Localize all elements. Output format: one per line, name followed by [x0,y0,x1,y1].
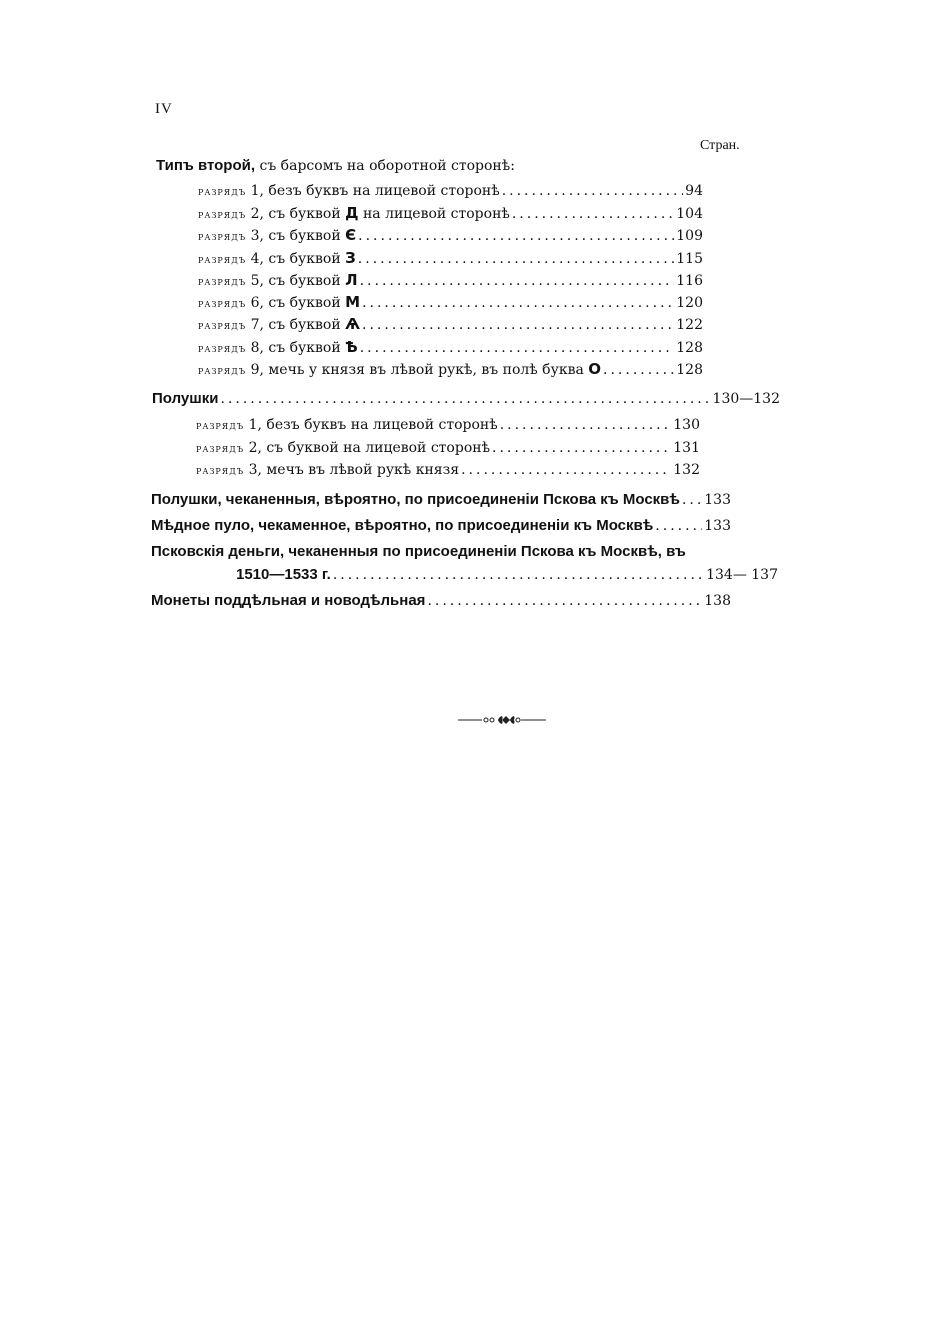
page-number: IV [155,101,173,117]
rank-label: разрядъ [198,318,247,332]
entry-text: 9, мечь у князя въ лѣвой рукѣ, въ полѣ буква [250,362,584,378]
toc-section [151,592,731,610]
entry-text: 1, безъ буквъ на лицевой сторонѣ [248,417,498,433]
entry-page: 120 [676,295,703,311]
section-page: 133 [704,518,731,534]
entry-letter: Ѧ [345,315,361,333]
section-title: Мѣдное пуло, чекаменное, вѣроятно, по присоединенiи къ Москвѣ [151,517,654,534]
toc-entry [198,182,703,200]
rank-label: разрядъ [198,252,247,266]
entry-letter: Є [345,226,357,244]
entry-text: 3, съ буквой [250,228,341,244]
leader-dots [358,250,674,268]
rank-label: разрядъ [196,418,245,432]
entry-tail: на лицевой сторонѣ [362,206,510,222]
polushki-pages: 130—132 [712,391,780,407]
leader-dots [427,592,702,610]
toc-entry [198,271,703,290]
entry-text: 4, съ буквой [250,251,341,267]
entry-letter: Л [345,271,358,289]
toc-entry [198,293,703,312]
rank-label: разрядъ [198,296,247,310]
toc-entry [198,226,703,245]
entry-text: 2, съ буквой на лицевой сторонѣ [248,440,491,456]
leader-dots [358,227,674,245]
entry-page: 128 [676,340,703,356]
toc-section [151,491,731,509]
entry-text: 5, съ буквой [250,273,341,289]
leader-dots [500,416,672,434]
polushki-heading [152,390,780,408]
entry-text: 3, мечъ въ лѣвой рукѣ князя [248,462,460,478]
rank-label: разрядъ [198,207,247,221]
entry-letter: Д [345,204,359,222]
entry-text: 8, съ буквой [250,340,341,356]
section-page: 134— 137 [706,567,778,583]
type-two-title: Типъ второй, [156,157,256,174]
leader-dots [655,517,702,535]
leader-dots [220,390,710,408]
entry-page: 94 [685,183,703,199]
leader-dots [461,461,671,479]
entry-text: 6, съ буквой [250,295,341,311]
toc-entry [196,416,700,434]
entry-page: 122 [676,317,703,333]
leader-dots [502,182,683,200]
type-two-subtitle: съ барсомъ на оборотной сторонѣ: [259,158,515,174]
rank-label: разрядъ [198,229,247,243]
toc-entry [198,360,703,379]
entry-text: 1, безъ буквъ на лицевой сторонѣ [250,183,500,199]
entry-letter: М [345,293,361,311]
toc-section [236,566,778,584]
entry-page: 128 [676,362,703,378]
toc-entry [196,461,700,479]
toc-entry [198,204,703,223]
entry-page: 131 [673,440,700,456]
leader-dots [603,361,674,379]
rank-label: разрядъ [198,341,247,355]
entry-page: 104 [676,206,703,222]
toc-section [151,517,731,535]
toc-entry [198,315,703,334]
rank-label: разрядъ [198,274,247,288]
section-title-continued: 1510—1533 г. [236,566,331,583]
leader-dots [333,566,704,584]
page-column-label: Стран. [700,138,740,153]
leader-dots [362,294,674,312]
entry-text: 2, съ буквой [250,206,341,222]
rank-label: разрядъ [198,363,247,377]
section-title: Монеты поддѣльная и новодѣльная [151,592,426,609]
rank-label: разрядъ [198,184,247,198]
rank-label: разрядъ [196,463,245,477]
leader-dots [492,439,671,457]
leader-dots [362,316,674,334]
entry-text: 7, съ буквой [250,317,341,333]
section-title: Псковскiя деньги, чеканенныя по присоединенiи Пскова къ Москвѣ, въ [151,543,686,560]
toc-section-title-line [151,543,686,561]
ornament-divider [458,713,546,727]
leader-dots [360,272,675,290]
toc-entry [198,338,703,357]
rank-label: разрядъ [196,441,245,455]
leader-dots [682,491,702,509]
entry-letter: О [588,360,602,378]
polushki-title: Полушки [152,390,219,407]
entry-page: 130 [673,417,700,433]
toc-entry [198,249,703,268]
entry-letter: Ѣ [345,338,358,356]
entry-page: 115 [676,251,703,267]
section-page: 138 [704,593,731,609]
type-two-heading [156,157,515,175]
leader-dots [512,205,674,223]
leader-dots [360,339,675,357]
entry-page: 116 [676,273,703,289]
entry-letter: З [345,249,356,267]
entry-page: 132 [673,462,700,478]
section-title: Полушки, чеканенныя, вѣроятно, по присоединенiи Пскова къ Москвѣ [151,491,680,508]
section-page: 133 [704,492,731,508]
toc-entry [196,439,700,457]
entry-page: 109 [676,228,703,244]
